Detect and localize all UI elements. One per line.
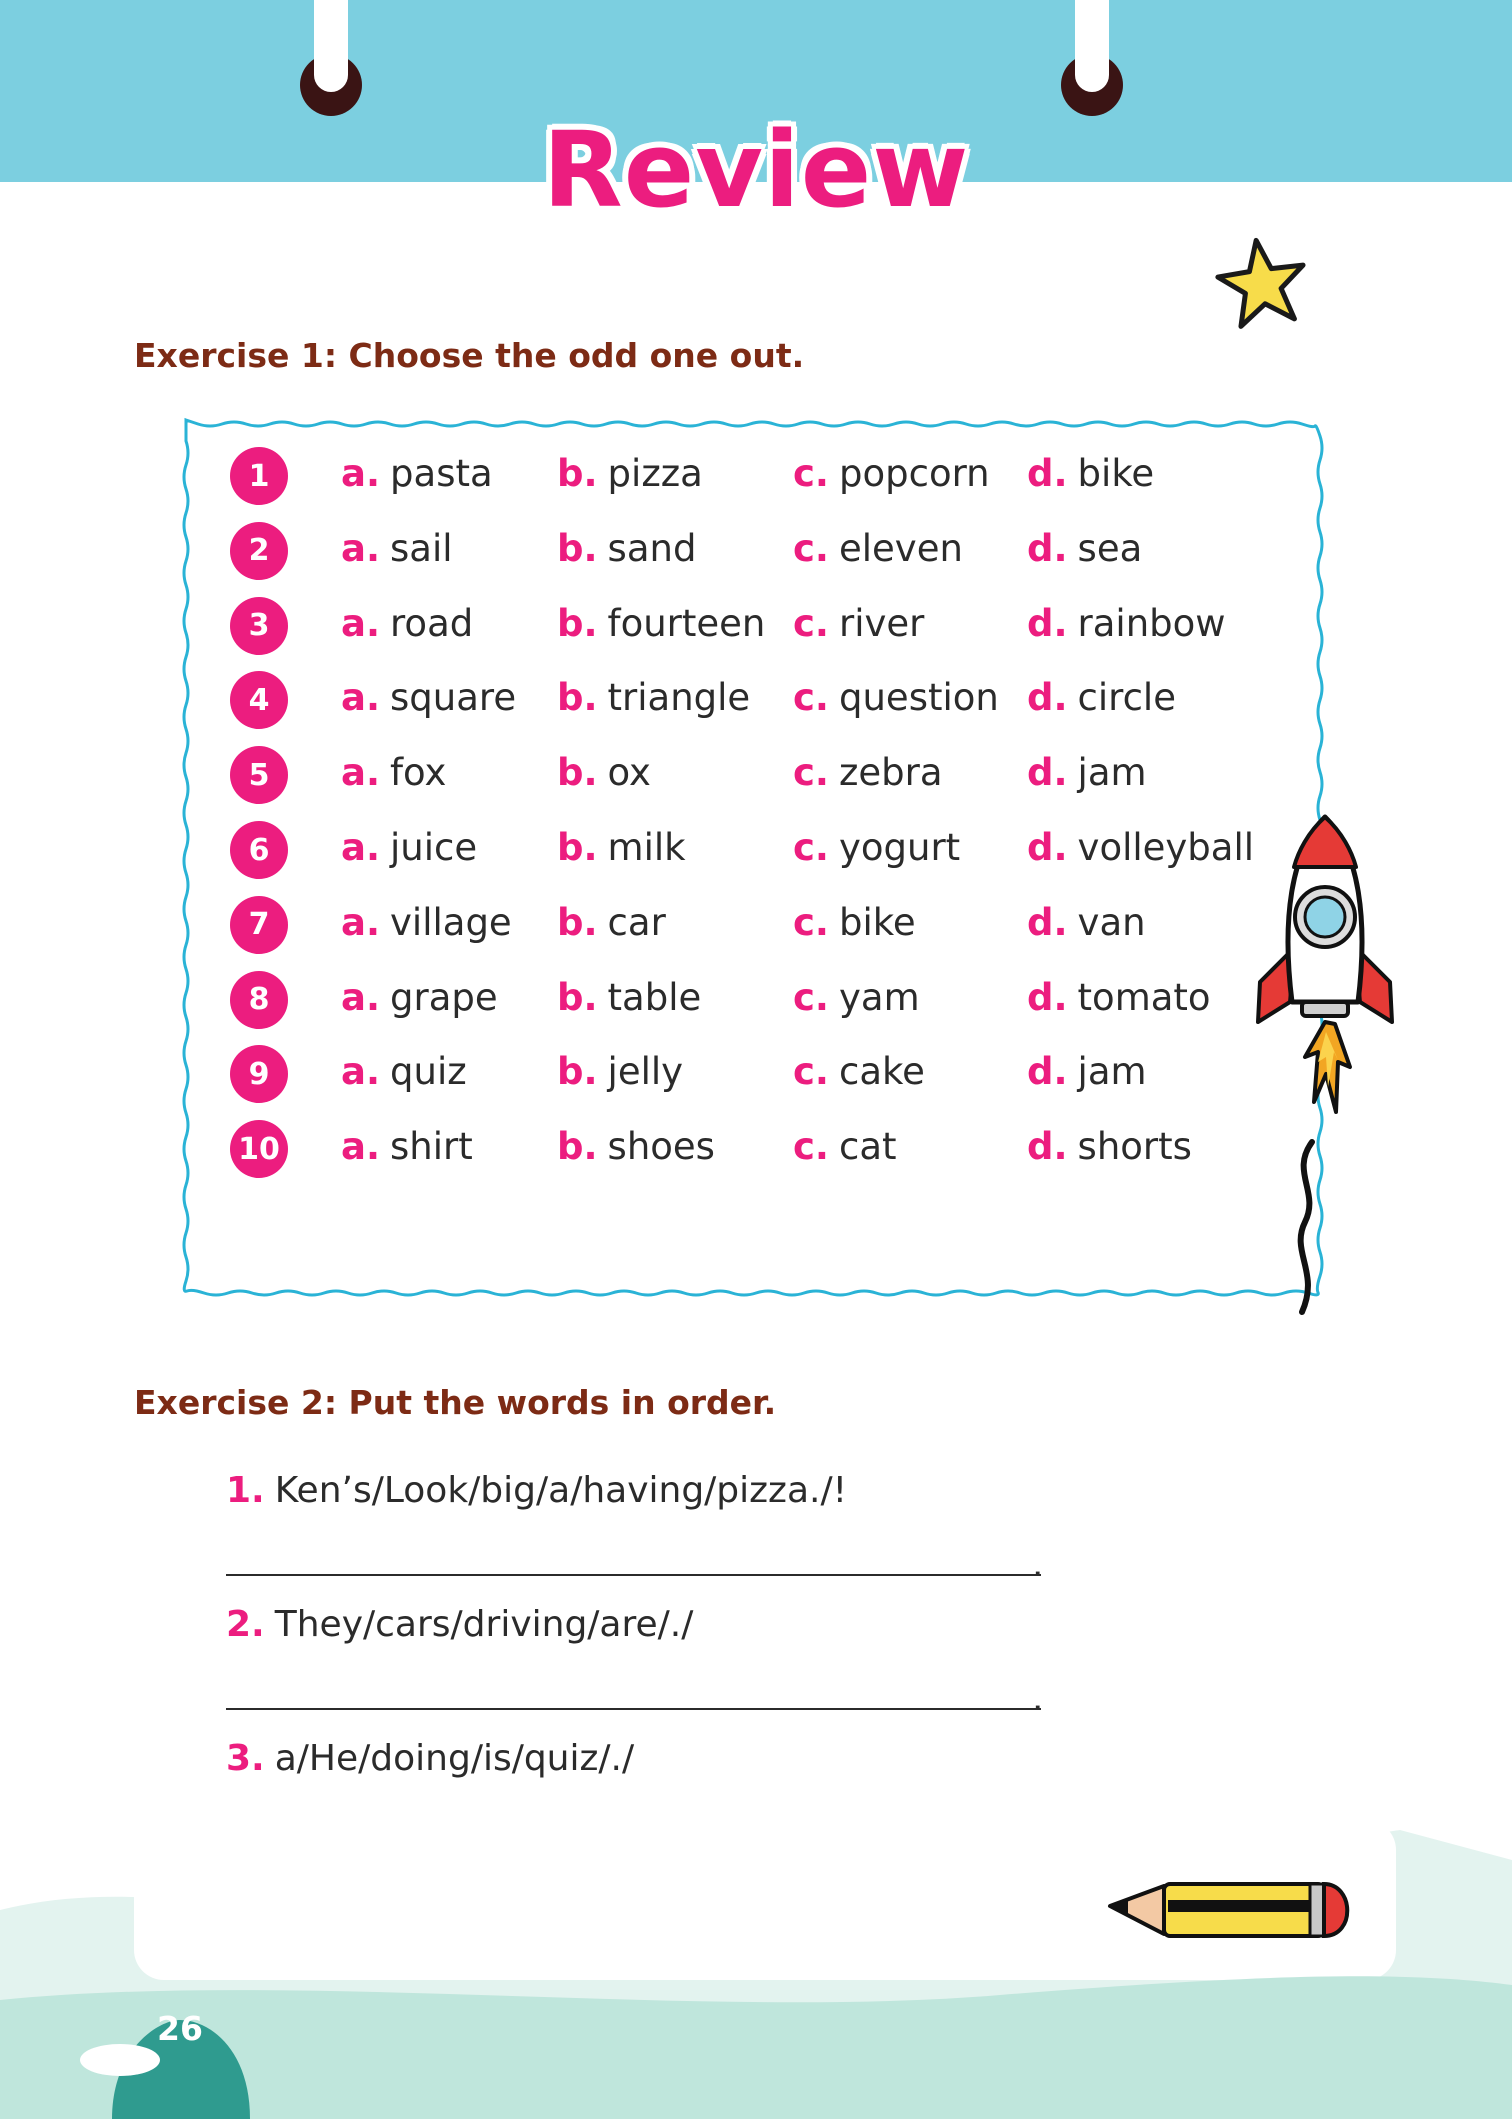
option-b[interactable] (557, 676, 750, 719)
option-word: jam (1077, 1050, 1147, 1094)
option-word: question (839, 676, 999, 720)
option-word: bike (839, 900, 916, 944)
option-a[interactable] (341, 901, 512, 944)
question-number: 7 (230, 896, 288, 954)
option-word: shirt (390, 1125, 473, 1169)
option-word: square (390, 676, 517, 720)
option-letter: c. (793, 452, 829, 495)
option-letter: c. (793, 1050, 829, 1094)
line-end: . (1032, 1544, 1044, 1585)
option-a[interactable] (341, 527, 453, 570)
option-word: tomato (1077, 975, 1211, 1019)
option-word: shoes (607, 1125, 715, 1169)
option-letter: c. (793, 526, 829, 570)
option-letter: d. (1027, 526, 1068, 570)
option-word: rainbow (1077, 601, 1226, 645)
option-word: sea (1077, 526, 1143, 570)
option-c[interactable] (793, 527, 963, 570)
answer-line-1[interactable] (226, 1574, 1041, 1576)
option-word: volleyball (1077, 826, 1255, 869)
option-word: yogurt (839, 826, 961, 869)
option-letter: a. (341, 452, 381, 495)
pencil-icon (1104, 1876, 1360, 1948)
exercise-2-item (226, 1738, 634, 1779)
option-word: milk (607, 826, 686, 869)
option-word: jam (1077, 751, 1147, 795)
exercise-2-item (226, 1604, 693, 1645)
question-number: 5 (230, 746, 288, 804)
option-word: jelly (607, 1050, 684, 1094)
option-letter: d. (1027, 452, 1068, 495)
option-word: car (607, 900, 666, 944)
option-word: yam (839, 975, 920, 1019)
option-letter: d. (1027, 601, 1068, 645)
option-letter: d. (1027, 826, 1068, 869)
option-word: bike (1077, 452, 1155, 495)
option-letter: b. (557, 526, 598, 570)
option-c[interactable] (793, 1125, 897, 1168)
question-number: 6 (230, 821, 288, 879)
option-word: table (607, 975, 702, 1019)
option-word: sand (607, 526, 697, 570)
option-d[interactable] (1027, 452, 1154, 495)
option-b[interactable] (557, 826, 686, 869)
item-text: a/He/doing/is/quiz/./ (274, 1738, 635, 1779)
option-a[interactable] (341, 676, 516, 719)
option-word: fourteen (607, 601, 766, 645)
option-letter: b. (557, 751, 598, 795)
exercise-2-item (226, 1470, 847, 1511)
option-word: sail (390, 526, 453, 570)
line-end: . (1032, 1678, 1044, 1719)
option-word: pizza (607, 452, 703, 495)
page-number: 26 (157, 2009, 203, 2048)
option-letter: a. (341, 751, 381, 795)
bottom-wave (0, 1820, 1512, 2119)
option-d[interactable] (1027, 826, 1254, 869)
option-letter: d. (1027, 975, 1068, 1019)
option-c[interactable] (793, 676, 999, 719)
option-word: van (1077, 900, 1146, 944)
option-word: grape (390, 975, 498, 1019)
exercise-1-heading: Exercise 1: Choose the odd one out. (134, 336, 805, 375)
option-d[interactable] (1027, 1125, 1192, 1168)
option-b[interactable] (557, 602, 765, 645)
option-d[interactable] (1027, 751, 1147, 794)
option-word: fox (390, 751, 447, 795)
question-number: 1 (230, 447, 288, 505)
option-letter: d. (1027, 1050, 1068, 1094)
option-b[interactable] (557, 976, 701, 1019)
option-letter: c. (793, 751, 829, 795)
option-b[interactable] (557, 1050, 683, 1093)
option-word: eleven (839, 526, 963, 570)
option-letter: c. (793, 975, 829, 1019)
question-number: 4 (230, 671, 288, 729)
option-d[interactable] (1027, 676, 1176, 719)
item-number: 2. (226, 1604, 265, 1645)
option-word: ox (607, 751, 651, 795)
option-a[interactable] (341, 602, 473, 645)
option-a[interactable] (341, 976, 498, 1019)
option-letter: d. (1027, 751, 1068, 795)
option-word: circle (1077, 676, 1176, 720)
option-letter: d. (1027, 1125, 1068, 1169)
option-word: shorts (1077, 1125, 1192, 1169)
option-letter: d. (1027, 676, 1068, 720)
option-c[interactable] (793, 452, 990, 495)
option-letter: a. (341, 900, 381, 944)
option-letter: c. (793, 601, 829, 645)
option-b[interactable] (557, 901, 666, 944)
option-a[interactable] (341, 826, 477, 869)
option-a[interactable] (341, 1050, 467, 1093)
option-letter: b. (557, 1050, 598, 1094)
option-word: juice (390, 826, 478, 869)
option-word: zebra (839, 751, 943, 795)
option-b[interactable] (557, 751, 651, 794)
question-number: 10 (230, 1120, 288, 1178)
question-number: 9 (230, 1045, 288, 1103)
option-letter: b. (557, 826, 598, 869)
option-letter: c. (793, 826, 829, 869)
binder-ring-left (314, 0, 348, 92)
option-letter: b. (557, 676, 598, 720)
option-letter: a. (341, 601, 381, 645)
option-word: pasta (390, 452, 493, 495)
option-d[interactable] (1027, 901, 1146, 944)
item-number: 1. (226, 1470, 265, 1511)
option-letter: b. (557, 452, 598, 495)
option-letter: a. (341, 975, 381, 1019)
option-letter: a. (341, 1125, 381, 1169)
binder-ring-right (1075, 0, 1109, 92)
option-word: road (390, 601, 474, 645)
option-c[interactable] (793, 602, 924, 645)
option-letter: b. (557, 1125, 598, 1169)
option-b[interactable] (557, 452, 703, 495)
exercise-2-heading: Exercise 2: Put the words in order. (134, 1383, 777, 1422)
option-c[interactable] (793, 901, 916, 944)
option-d[interactable] (1027, 976, 1211, 1019)
star-icon (1212, 234, 1312, 330)
answer-line-2[interactable] (226, 1708, 1041, 1710)
question-number: 3 (230, 597, 288, 655)
option-c[interactable] (793, 751, 943, 794)
option-word: river (839, 601, 925, 645)
option-d[interactable] (1027, 1050, 1147, 1093)
option-letter: a. (341, 1050, 381, 1094)
option-letter: b. (557, 975, 598, 1019)
option-letter: c. (793, 900, 829, 944)
option-a[interactable] (341, 452, 493, 495)
option-word: quiz (390, 1050, 467, 1094)
option-a[interactable] (341, 751, 446, 794)
rocket-icon (1250, 812, 1400, 1322)
option-a[interactable] (341, 1125, 473, 1168)
option-b[interactable] (557, 1125, 715, 1168)
option-word: cat (839, 1125, 897, 1169)
page-title: Review (542, 109, 970, 231)
question-number: 2 (230, 522, 288, 580)
option-letter: a. (341, 826, 381, 869)
option-word: cake (839, 1050, 925, 1094)
option-letter: a. (341, 526, 381, 570)
option-letter: c. (793, 676, 829, 720)
item-text: Ken’s/Look/big/a/having/pizza./! (274, 1470, 848, 1511)
item-text: They/cars/driving/are/./ (274, 1604, 694, 1645)
option-letter: a. (341, 676, 381, 720)
option-letter: b. (557, 900, 598, 944)
option-letter: b. (557, 601, 598, 645)
option-word: popcorn (839, 452, 990, 495)
option-b[interactable] (557, 527, 696, 570)
option-word: village (390, 900, 512, 944)
item-number: 3. (226, 1738, 265, 1779)
option-letter: d. (1027, 900, 1068, 944)
option-letter: c. (793, 1125, 829, 1169)
option-word: triangle (607, 676, 751, 720)
question-number: 8 (230, 971, 288, 1029)
option-c[interactable] (793, 826, 960, 869)
option-c[interactable] (793, 1050, 925, 1093)
option-d[interactable] (1027, 602, 1226, 645)
option-d[interactable] (1027, 527, 1142, 570)
option-c[interactable] (793, 976, 920, 1019)
